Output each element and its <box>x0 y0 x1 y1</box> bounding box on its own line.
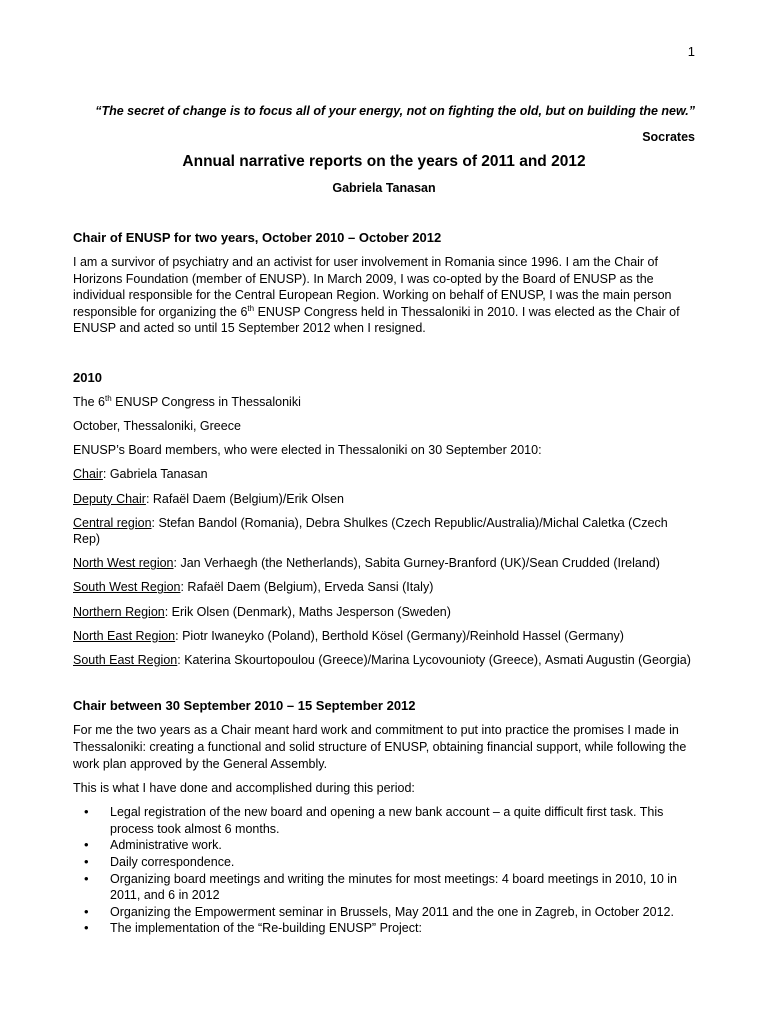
board-names: : Rafaël Daem (Belgium)/Erik Olsen <box>145 491 344 506</box>
epigraph-author: Socrates <box>642 130 695 144</box>
list-item: • The implementation of the “Re-building ENUSP” Project: <box>110 920 697 937</box>
board-member-entry <box>73 604 697 621</box>
board-names: : Piotr Iwaneyko (Poland), Berthold Kösel (Germany)/Reinhold Hassel (Germany) <box>175 628 624 643</box>
intro-paragraph <box>73 254 697 337</box>
list-item: • Legal registration of the new board and opening a new bank account – a quite difficult first task. This process took almost 6 months. <box>110 804 697 837</box>
board-role: South East Region <box>73 652 178 667</box>
year-heading-2010: 2010 <box>73 370 102 386</box>
document-title: Annual narrative reports on the years of 2011 and 2012 <box>182 153 586 170</box>
board-names: : Erik Olsen (Denmark), Maths Jesperson (Sweden) <box>164 604 451 619</box>
list-item: • Organizing the Empowerment seminar in Brussels, May 2011 and the one in Zagreb, in October 2012. <box>110 904 697 921</box>
chair-paragraph: For me the two years as a Chair meant hard work and commitment to put into practice the promises I made in Thessaloniki: creating a functional and solid structure of ENUSP, obtaining financial support, while following the work plan approved by the General Assembly. <box>73 723 687 771</box>
board-member-entry <box>73 628 697 645</box>
congress-suffix: ENUSP Congress in Thessaloniki <box>111 395 301 410</box>
board-names: : Jan Verhaegh (the Netherlands), Sabita Gurney-Branford (UK)/Sean Crudded (Ireland) <box>173 556 660 571</box>
board-names: : Stefan Bandol (Romania), Debra Shulkes (Czech Republic/Australia)/Michal Caletka (Czech Rep) <box>73 515 668 547</box>
board-role: North West region <box>73 556 174 571</box>
section-heading-chair-period: Chair between 30 September 2010 – 15 September 2012 <box>73 698 416 714</box>
intro-superscript: th <box>247 303 255 313</box>
page-number: 1 <box>687 44 695 59</box>
congress-location: October, Thessaloniki, Greece <box>73 419 241 434</box>
board-role: Chair <box>73 467 103 482</box>
list-item: • Organizing board meetings and writing the minutes for most meetings: 4 board meetings in 2010, 10 in 2011, and 6 in 2012 <box>110 871 697 904</box>
board-role: South West Region <box>73 580 181 595</box>
intro-text-part2: ENUSP Congress held in Thessaloniki in 2010. I was elected as the Chair of ENUSP and acted so until 15 September 2012 when I resigned. <box>73 304 680 336</box>
board-role: Northern Region <box>73 604 165 619</box>
board-member-entry <box>73 555 697 572</box>
board-role: Deputy Chair <box>73 491 146 506</box>
congress-superscript: th <box>104 394 112 403</box>
board-member-entry <box>73 466 697 483</box>
board-role: Central region <box>73 515 152 530</box>
board-names: : Gabriela Tanasan <box>102 467 208 482</box>
board-intro: ENUSP’s Board members, who were elected in Thessaloniki on 30 September 2010: <box>73 443 542 458</box>
accomplishments-list <box>73 804 697 937</box>
section-heading-chair-of-enusp: Chair of ENUSP for two years, October 2010 – October 2012 <box>73 230 442 245</box>
board-role: North East Region <box>73 628 176 643</box>
board-member-entry <box>73 491 697 508</box>
accomplished-intro: This is what I have done and accomplished during this period: <box>73 780 415 795</box>
board-member-entry <box>73 579 697 596</box>
congress-heading <box>73 394 697 411</box>
document-body <box>73 230 697 937</box>
board-names: : Rafaël Daem (Belgium), Erveda Sansi (Italy) <box>180 580 434 595</box>
list-item: • Administrative work. <box>110 837 697 854</box>
list-item: • Daily correspondence. <box>110 854 697 871</box>
document-author: Gabriela Tanasan <box>332 181 436 195</box>
congress-prefix: The 6 <box>73 395 105 410</box>
epigraph-quote: “The secret of change is to focus all of your energy, not on fighting the old, but on building the new.” <box>95 104 695 118</box>
board-names: : Katerina Skourtopoulou (Greece)/Marina Lycovouniotу (Greece), Asmati Augustin (Georgia) <box>177 652 691 667</box>
board-member-entry <box>73 515 697 548</box>
intro-text-part1: I am a survivor of psychiatry and an activist for user involvement in Romania since 1996. I am the Chair of Horizons Foundation (member of ENUSP). In March 2009, I was co-opted by the Board of ENUSP as the individual responsible for the Central European Region. Working on behalf of ENUSP, I was the main person responsible for organizing the 6 <box>73 255 672 319</box>
board-member-entry <box>73 652 697 669</box>
